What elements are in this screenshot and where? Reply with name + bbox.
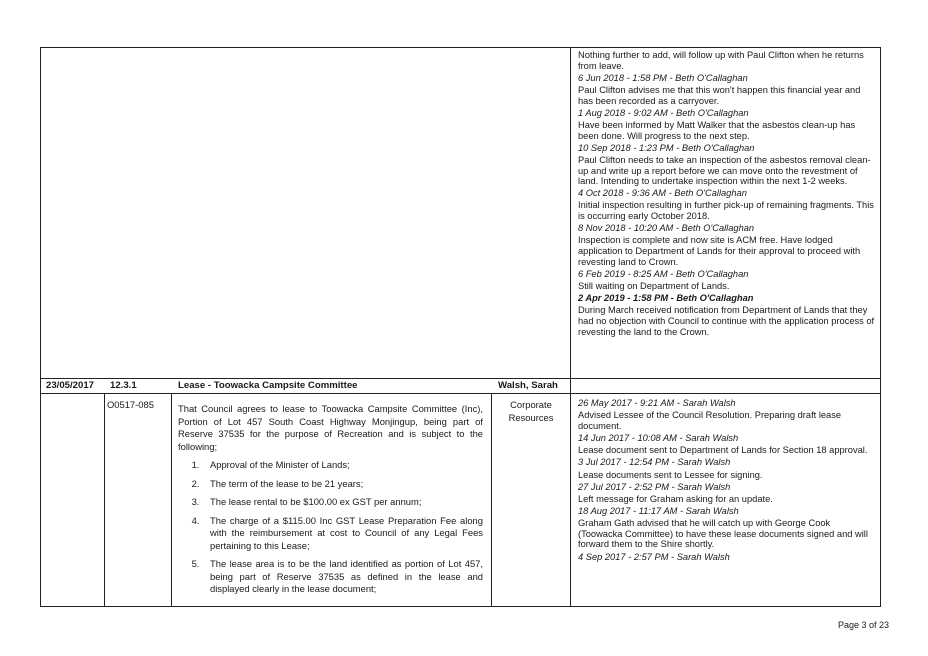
resolution-condition: 4. The charge of a $115.00 Inc GST Lease Preparation Fee along with the reimbursement at cost to Council of any Legal Fees pertaining to this Lease; <box>202 515 483 553</box>
previous-item-notes <box>578 50 876 339</box>
notes-column-divider <box>570 48 571 606</box>
minutes-table <box>40 47 881 607</box>
page-number: Page 3 of 23 <box>838 620 890 630</box>
note-text: Paul Clifton needs to take an inspection of the asbestos removal clean-up and write up a report before we can move onto the revestment of land. Intending to undertake inspection within the next 1-2 weeks. <box>578 154 871 187</box>
resolution-reference: O0517-085 <box>107 399 154 410</box>
note-text: Lease documents sent to Lessee for signing. <box>578 469 763 480</box>
note-timestamp: 14 Jun 2017 - 10:08 AM - Sarah Walsh <box>578 432 739 443</box>
note-text: Left message for Graham asking for an update. <box>578 493 773 504</box>
note-text: Paul Clifton advises me that this won't happen this financial year and has been recorded as a carryover. <box>578 84 861 106</box>
note-text: Still waiting on Department of Lands. <box>578 281 730 291</box>
note-timestamp: 4 Sep 2017 - 2:57 PM - Sarah Walsh <box>578 551 730 562</box>
header-row-top-rule <box>41 378 880 379</box>
note-timestamp: 18 Aug 2017 - 11:17 AM - Sarah Walsh <box>578 506 739 517</box>
note-timestamp: 4 Oct 2018 - 9:36 AM - Beth O'Callaghan <box>578 188 747 199</box>
responsible-officer: Walsh, Sarah <box>498 380 558 391</box>
note-timestamp: 26 May 2017 - 9:21 AM - Sarah Walsh <box>578 398 736 408</box>
resolution-condition: 1. Approval of the Minister of Lands; <box>202 459 483 472</box>
item-date: 23/05/2017 <box>46 380 95 391</box>
note-timestamp: 6 Jun 2018 - 1:58 PM - Beth O'Callaghan <box>578 72 748 83</box>
note-text: Graham Gath advised that he will catch up with George Cook (Toowacka Committee) to have these lease documents signed and will forward them to the Shire shortly. <box>578 518 868 550</box>
note-timestamp: 10 Sep 2018 - 1:23 PM - Beth O'Callaghan <box>578 142 755 153</box>
resolution-condition: 5. The lease area is to be the land identified as portion of Lot 457, being part of Reserve 37535 as defined in the lease and displayed clearly in the lease document; <box>202 558 483 596</box>
resolution-text <box>178 403 483 602</box>
note-timestamp: 1 Aug 2018 - 9:02 AM - Beth O'Callaghan <box>578 107 749 118</box>
resolution-condition: 2. The term of the lease to be 21 years; <box>202 478 483 491</box>
note-timestamp: 8 Nov 2018 - 10:20 AM - Beth O'Callaghan <box>578 223 755 234</box>
note-text: Lease document sent to Department of Lands for Section 18 approval. <box>578 445 868 456</box>
note-text: Have been informed by Matt Walker that the asbestos clean-up has been done. Will progress to the next step. <box>578 119 856 141</box>
item-number: 12.3.1 <box>110 380 137 391</box>
note-timestamp: 3 Jul 2017 - 12:54 PM - Sarah Walsh <box>578 457 731 468</box>
header-row-bottom-rule <box>41 393 880 394</box>
note-text: Inspection is complete and now site is ACM free. Have lodged application to Department of Lands for their approval to proceed with revesting land to Crown. <box>578 235 861 267</box>
note-timestamp: 6 Feb 2019 - 8:25 AM - Beth O'Callaghan <box>578 268 749 279</box>
note-text: During March received notification from Department of Lands that they had no objection with Council to continue with the application process of revesting the land to the Crown. <box>578 305 875 337</box>
note-text: Nothing further to add, will follow up with Paul Clifton when he returns from leave. <box>578 50 864 71</box>
item-title: Lease - Toowacka Campsite Committee <box>178 380 358 391</box>
responsible-department: Corporate Resources <box>508 399 554 423</box>
title-column-divider <box>491 393 492 606</box>
item-notes <box>578 398 876 564</box>
resolution-intro: That Council agrees to lease to Toowacka Campsite Committee (Inc), Portion of Lot 457 South Coast Highway Monjingup, being part of Reserve 37535 for the purpose of Recreation and is subject to the following; <box>178 403 483 452</box>
note-timestamp: 2 Apr 2019 - 1:58 PM - Beth O'Callaghan <box>578 293 754 304</box>
resolution-condition: 3. The lease rental to be $100.00 ex GST per annum; <box>202 496 483 509</box>
note-timestamp: 27 Jul 2017 - 2:52 PM - Sarah Walsh <box>578 481 731 492</box>
note-text: Advised Lessee of the Council Resolution. Preparing draft lease document. <box>578 410 842 431</box>
item-column-divider <box>171 393 172 606</box>
note-text: Initial inspection resulting in further pick-up of remaining fragments. This is occurring early October 2018. <box>578 200 874 222</box>
date-column-divider <box>104 393 105 606</box>
resolution-conditions <box>178 459 483 596</box>
